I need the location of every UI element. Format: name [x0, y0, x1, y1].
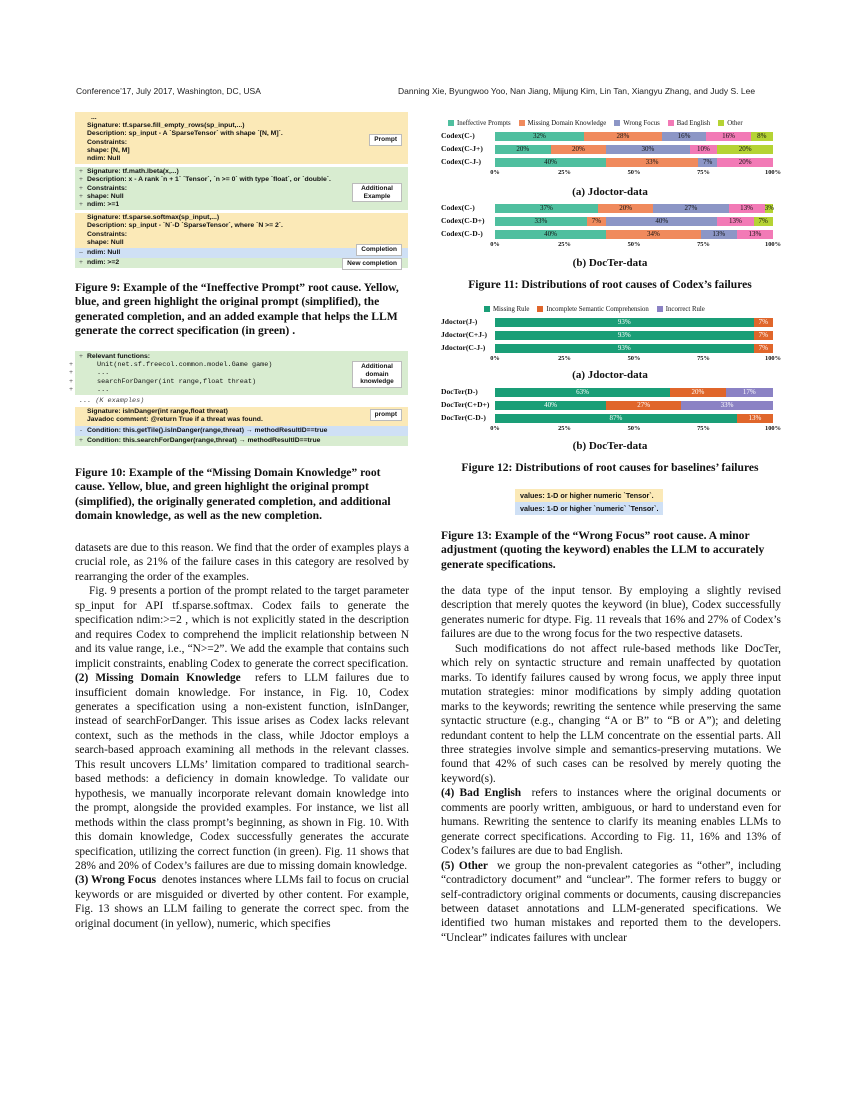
- code-line: + ndim: >=1: [79, 201, 120, 209]
- fig9-completion-block: [75, 248, 408, 258]
- bar-segment: 33%: [606, 158, 698, 167]
- code-line: + shape: Null: [79, 192, 124, 200]
- bar-segment: 63%: [495, 388, 670, 397]
- bar-segment: 33%: [681, 401, 773, 410]
- bar-segment: 16%: [706, 132, 750, 141]
- bar-segment: 20%: [495, 145, 551, 154]
- bar-segment: 13%: [737, 230, 773, 239]
- legend-label: Other: [727, 120, 743, 127]
- fig9-prompt-block: [75, 112, 408, 164]
- bar-category-label: DocTer(D-): [441, 387, 478, 396]
- bar-category-label: Codex(C-D+): [441, 216, 485, 225]
- x-tick-label: 25%: [558, 355, 571, 362]
- paragraph: Fig. 9 presents a portion of the prompt related to the target parameter sp_input for API tf.sparse.softmax. Codex fails to generate the specification ndim:>=2 , which is not explicitly stated in the description and requires Codex to comprehend the implicit relationship between N and its value range, i.e., “N>=2”. We add the example that contains such implicit constraints, enabling Codex to generate the correct specification.: [75, 585, 409, 670]
- section-heading: (2) Missing Domain Knowledge: [75, 672, 241, 685]
- stacked-bar: [495, 217, 773, 226]
- section-heading: (3) Wrong Focus: [75, 874, 157, 887]
- bar-segment: 13%: [729, 204, 765, 213]
- fig9-code-box: [75, 112, 408, 268]
- x-tick-label: 25%: [558, 241, 571, 248]
- code-line: + ...: [68, 385, 110, 394]
- code-line: ...: [91, 114, 97, 121]
- completion-tag: Completion: [356, 244, 402, 256]
- bar-category-label: Codex(C-D-): [441, 229, 483, 238]
- bar-category-label: Codex(C-): [441, 131, 475, 140]
- stacked-bar: [495, 204, 773, 213]
- x-tick-label: 75%: [697, 241, 710, 248]
- fig10-domain-block: [68, 351, 408, 395]
- code-line: Description: sp_input - A `SparseTensor` with shape `[N, M]`.: [87, 130, 283, 138]
- x-tick-label: 100%: [765, 241, 781, 248]
- bar-category-label: Jdoctor(J-): [441, 317, 478, 326]
- paragraph: (2) Missing Domain Knowledge refers to LLM failures due to insufficient domain knowledge. For instance, in Fig. 10, Codex generates a specification using a non-existent function, isInDanger, instead of searchForDanger. This issue arises as Codex lacks relevant context, such as the methods in the class, while Jdoctor employs a search-based approach examining all methods in the relevant classes. This result uncovers LLMs’ limitation compared to traditional search-based methods: a deficiency in domain knowledge. To validate our hypothesis, we manually incorporate relevant domain knowledge into the prompt, alongside the provided examples. For instance, we list all methods within the class prompt’s beginning, as shown in Fig. 10. With this domain knowledge, Codex successfully generates the accurate specification, utilizing the correct function (in green). Fig. 11 shows that 28% and 20% of Codex’s failures are due to missing domain knowledge.: [75, 672, 410, 872]
- fig9-new-completion-block: [75, 258, 408, 268]
- paragraph: (4) Bad English refers to instances where the original documents or comments are poorly written, ambiguous, or hard to understand even for humans. Rewriting the sentence to clarify its meaning enables LLMs to generate correct specifications. According to Fig. 11, 16% and 13% of Codex’s failures are due to bad English.: [441, 787, 781, 858]
- x-tick-label: 100%: [765, 169, 781, 176]
- legend-swatch: [614, 120, 620, 126]
- bar-segment: 20%: [598, 204, 654, 213]
- bar-category-label: Codex(C-J+): [441, 144, 483, 153]
- fig12-caption: Figure 12: Distributions of root causes for baselines’ failures: [461, 461, 759, 474]
- running-header-authors: Danning Xie, Byungwoo Yoo, Nan Jiang, Mijung Kim, Lin Tan, Xiangyu Zhang, and Judy S. Lee: [398, 86, 756, 96]
- stacked-bar: [495, 145, 773, 154]
- legend-swatch: [519, 120, 525, 126]
- stacked-bar: [495, 388, 773, 397]
- section-heading: (5) Other: [441, 859, 488, 872]
- bar-segment: 13%: [717, 217, 753, 226]
- bar-segment: 7%: [754, 344, 773, 353]
- fig13-caption: Figure 13: Example of the “Wrong Focus” root cause. A minor adjustment (quoting the keyword) enables the LLM to accurately generate specifications.: [441, 529, 765, 571]
- x-tick-label: 50%: [627, 169, 641, 176]
- bar-segment: 10%: [690, 145, 718, 154]
- code-line: + ...: [68, 369, 110, 378]
- stacked-bar: [495, 331, 773, 340]
- x-tick-label: 25%: [558, 425, 571, 432]
- paragraph: (3) Wrong Focus denotes instances where LLMs fail to focus on crucial keywords or are misguided or diverted by other content. For example, Fig. 13 shows an LLM failing to generate the correct spec. from the original document (in yellow), numeric, which specifies: [75, 874, 409, 930]
- fig11-caption: Figure 11: Distributions of root causes of Codex’s failures: [468, 278, 752, 291]
- stacked-bar: [495, 158, 773, 167]
- chart-legend: [440, 120, 743, 127]
- code-line: + Relevant functions:: [79, 353, 151, 360]
- bar-segment: 16%: [662, 132, 706, 141]
- code-line: Constraints:: [87, 138, 128, 146]
- additional-example-tag: Additional Example: [352, 183, 402, 202]
- fig10-caption: Figure 10: Example of the “Missing Domain Knowledge” root cause. Yellow, blue, and green highlight the original prompt (simplified), the originally generated completion, and additional domain knowledge, as well as the new completion.: [75, 466, 391, 523]
- x-tick-label: 0%: [490, 425, 500, 432]
- bar-segment: 7%: [587, 217, 606, 226]
- bar-segment: 30%: [606, 145, 689, 154]
- code-line: Javadoc comment: @return True if a threat was found.: [87, 416, 263, 424]
- bar-segment: 7%: [754, 331, 773, 340]
- bar-segment: 40%: [606, 217, 717, 226]
- paragraph: the data type of the input tensor. By employing a slightly revised description that merely quotes the keyword (in blue), Codex successfully generates numeric for dtype. Fig. 11 reveals that 16% and 27% of Codex’s failures are due to the wrong focus for the two respective datasets.: [441, 585, 781, 641]
- legend-swatch: [668, 120, 674, 126]
- legend-swatch: [718, 120, 724, 126]
- fig10-completion-block: [75, 426, 408, 436]
- bar-category-label: Codex(C-J-): [441, 157, 482, 166]
- bar-segment: 40%: [495, 158, 606, 167]
- bar-segment: 13%: [737, 414, 773, 423]
- bar-segment: 20%: [670, 388, 726, 397]
- x-tick-label: 100%: [765, 355, 781, 362]
- x-tick-label: 50%: [627, 241, 641, 248]
- legend-label: Missing Rule: [493, 306, 530, 313]
- bar-segment: 37%: [495, 204, 598, 213]
- bar-segment: 28%: [584, 132, 662, 141]
- x-tick-label: 0%: [490, 241, 500, 248]
- bar-segment: 87%: [495, 414, 737, 423]
- code-line: shape: [N, M]: [87, 146, 130, 154]
- stacked-bar: [495, 132, 773, 141]
- bar-category-label: Jdoctor(C+J-): [441, 330, 488, 339]
- code-line: Signature: isInDanger(int range,float threat): [87, 408, 228, 416]
- bar-category-label: Jdoctor(C-J-): [441, 343, 486, 352]
- bar-category-label: DocTer(C+D+): [441, 400, 490, 409]
- legend-label: Incomplete Semantic Comprehension: [546, 306, 649, 313]
- bar-segment: 17%: [726, 388, 773, 397]
- code-line: Signature: tf.sparse.fill_empty_rows(sp_input,...): [87, 122, 245, 130]
- legend-label: Wrong Focus: [623, 120, 660, 127]
- bar-category-label: Codex(C-): [441, 203, 475, 212]
- fig10-prompt-block: [75, 407, 408, 425]
- bar-segment: 33%: [495, 217, 587, 226]
- legend-swatch: [484, 306, 490, 312]
- fig9-target-block: [75, 213, 408, 248]
- code-line: Constraints:: [87, 230, 128, 238]
- fig10-new-completion-block: [75, 436, 408, 446]
- x-tick-label: 25%: [558, 169, 571, 176]
- bar-segment: 93%: [495, 318, 754, 327]
- fig9-example-block: [75, 167, 408, 210]
- new-completion-tag: New completion: [342, 258, 402, 270]
- right-column-text: [441, 584, 781, 945]
- bar-segment: 40%: [495, 230, 606, 239]
- code-line: Description: sp_input - `N`-D `SparseTensor`, where `N >= 2`.: [87, 222, 283, 230]
- x-tick-label: 0%: [490, 169, 500, 176]
- bar-category-label: DocTer(C-D-): [441, 413, 486, 422]
- code-line: - Condition: this.getTile().isInDanger(range,threat) → methodResultID==true: [79, 426, 328, 434]
- legend-swatch: [448, 120, 454, 126]
- x-tick-label: 75%: [697, 425, 710, 432]
- fig12b-subtitle: (b) DocTer-data: [572, 440, 648, 452]
- chart-legend: [476, 306, 705, 313]
- paragraph: Such modifications do not affect rule-based methods like DocTer, which rely on syntactic structure and remain unaffected by quotation marks. To identify failures caused by wrong focus, we apply three input mutation strategies: minor modifications by simply adding quotation marks to the keywords; rewriting the sentence while preserving the same syntactic structure (e.g., changing “A or B” to “B or A”); and deleting redundant content to help the LLM concentrate on the essential parts. All three strategies involve simple and semantics-preserving mutations. We found that 42% of such cases can be resolved by merely quoting the keyword(s).: [441, 642, 781, 785]
- bar-segment: 20%: [551, 145, 607, 154]
- legend-label: Incorrect Rule: [665, 306, 705, 313]
- bar-segment: 20%: [717, 158, 773, 167]
- code-line: Signature: tf.sparse.softmax(sp_input,...): [87, 214, 220, 222]
- code-line: + Condition: this.searchForDanger(range,threat) → methodResultID==true: [79, 436, 321, 444]
- x-tick-label: 50%: [627, 355, 641, 362]
- original-description: values: 1-D or higher numeric `Tensor`.: [515, 489, 663, 502]
- stacked-bar: [495, 230, 773, 239]
- bar-segment: 40%: [495, 401, 606, 410]
- code-line: + Constraints:: [79, 184, 128, 192]
- prompt-tag: prompt: [370, 409, 402, 421]
- code-line: + Signature: tf.math.lbeta(x,...): [79, 168, 179, 176]
- bar-segment: 32%: [495, 132, 584, 141]
- bar-segment: 27%: [606, 401, 681, 410]
- fig12a-subtitle: (a) Jdoctor-data: [572, 369, 648, 381]
- examples-line: ... (K examples): [79, 397, 145, 406]
- stacked-bar: [495, 318, 773, 327]
- code-line: + ndim: >=2: [79, 259, 120, 267]
- x-tick-label: 75%: [697, 169, 710, 176]
- bar-segment: 7%: [698, 158, 717, 167]
- legend-label: Missing Domain Knowledge: [527, 120, 607, 127]
- revised-description: values: 1-D or higher `numeric` `Tensor`.: [515, 502, 663, 515]
- legend-swatch: [657, 306, 663, 312]
- x-tick-label: 0%: [490, 355, 500, 362]
- fig9-caption: Figure 9: Example of the “Ineffective Prompt” root cause. Yellow, blue, and green highlight the original prompt (simplified), the generated completion, and an added example that helps the LLM generate the correct specification (in green) .: [75, 281, 399, 338]
- section-heading: (4) Bad English: [441, 787, 522, 800]
- legend-swatch: [537, 306, 543, 312]
- bar-segment: 7%: [754, 318, 773, 327]
- code-line: + searchForDanger(int range,float threat): [68, 377, 257, 386]
- code-line: ndim: Null: [87, 155, 121, 163]
- bar-segment: 3%: [764, 204, 774, 212]
- stacked-bar: [495, 401, 773, 410]
- bar-segment: 27%: [653, 204, 728, 213]
- stacked-bar: [495, 344, 773, 353]
- bar-segment: 13%: [701, 230, 737, 239]
- bar-segment: 93%: [495, 331, 754, 340]
- bar-segment: 93%: [495, 344, 754, 353]
- x-tick-label: 50%: [627, 425, 641, 432]
- legend-label: Ineffective Prompts: [457, 120, 511, 127]
- bar-segment: 20%: [717, 145, 773, 154]
- running-header-venue: Conference’17, July 2017, Washington, DC, USA: [76, 86, 261, 96]
- prompt-tag: Prompt: [369, 134, 402, 146]
- stacked-bar: [495, 414, 773, 423]
- code-line: shape: Null: [87, 238, 124, 246]
- x-tick-label: 100%: [765, 425, 781, 432]
- left-column-text: [75, 541, 409, 931]
- bar-segment: 8%: [751, 132, 773, 141]
- code-line: + Unit(net.sf.freecol.common.model.Game game): [68, 361, 273, 370]
- legend-label: Bad English: [676, 120, 711, 127]
- code-line: – ndim: Null: [79, 249, 121, 257]
- fig11b-subtitle: (b) DocTer-data: [572, 257, 648, 269]
- bar-segment: 7%: [754, 217, 773, 226]
- paragraph: datasets are due to this reason. We find that the order of examples plays a crucial role, as 21% of the failure cases in this category are resolved by rearranging the order of the examples.: [75, 542, 409, 583]
- domain-knowledge-tag: Additional domain knowledge: [352, 361, 402, 388]
- fig10-code-box: [68, 351, 408, 446]
- fig13-example: [515, 489, 663, 515]
- code-line: + Description: x - A rank `n + 1` `Tensor`, `n >= 0` with type `float`, or `double`.: [79, 176, 331, 184]
- fig11a-subtitle: (a) Jdoctor-data: [572, 186, 648, 198]
- x-tick-label: 75%: [697, 355, 710, 362]
- paragraph: (5) Other we group the non-prevalent categories as “other”, including “contradictory document” and “unclear”. The former refers to buggy or self-contradictory original comments or documents, causing discrepancies between dataset annotations and LLM-generated specifications. We identified two human mistakes and reported them to the developers. “Unclear” indicates failures with unclear: [441, 859, 781, 944]
- bar-segment: 34%: [606, 230, 701, 239]
